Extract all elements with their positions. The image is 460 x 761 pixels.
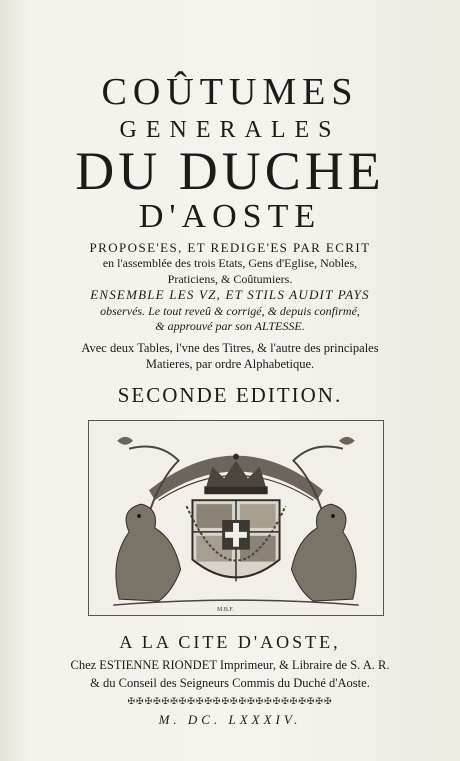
crowned-coat-of-arms-with-lions-icon xyxy=(89,421,383,615)
title-line-4: D'AOSTE xyxy=(138,198,322,235)
printers-ornament-rule: ✠✠✠✠✠✠✠✠✠✠✠✠✠✠✠✠✠✠✠✠✠✠✠✠ xyxy=(127,697,333,707)
subtitle-line-3: Praticiens, & Coûtumiers. xyxy=(167,272,293,286)
imprint-council: & du Conseil des Seigneurs Commis du Duché d'Aoste. xyxy=(90,676,370,690)
title-line-3: DU DUCHE xyxy=(75,141,385,201)
engraver-signature: M.B.F. xyxy=(217,607,234,613)
ensemble-line-3: & approuvé par son ALTESSE. xyxy=(155,319,305,333)
publication-date: M. DC. LXXXIV. xyxy=(158,712,302,727)
title-line-2: GENERALES xyxy=(119,117,341,143)
imprint-city: A LA CITE D'AOSTE, xyxy=(119,632,341,652)
tables-line-2: Matieres, par ordre Alphabetique. xyxy=(145,357,315,371)
subtitle-line-2: en l'assemblée des trois Etats, Gens d'Eglise, Nobles, xyxy=(102,256,358,270)
subtitle-line-1: PROPOSE'ES, ET REDIGE'ES PAR ECRIT xyxy=(89,240,371,255)
imprint-printer: Chez ESTIENNE RIONDET Imprimeur, & Libraire de S. A. R. xyxy=(70,658,390,672)
title-line-1: COÛTUMES xyxy=(101,71,359,113)
ensemble-line-2: observés. Le tout reveû & corrigé, & depuis confirmé, xyxy=(100,304,360,318)
edition-label: SECONDE EDITION. xyxy=(117,383,343,407)
tables-line-1: Avec deux Tables, l'vne des Titres, & l'autre des principales xyxy=(81,341,379,355)
ensemble-line-1: ENSEMBLE LES VZ, ET STILS AUDIT PAYS xyxy=(90,287,370,302)
engraved-arms-plate xyxy=(88,420,384,616)
